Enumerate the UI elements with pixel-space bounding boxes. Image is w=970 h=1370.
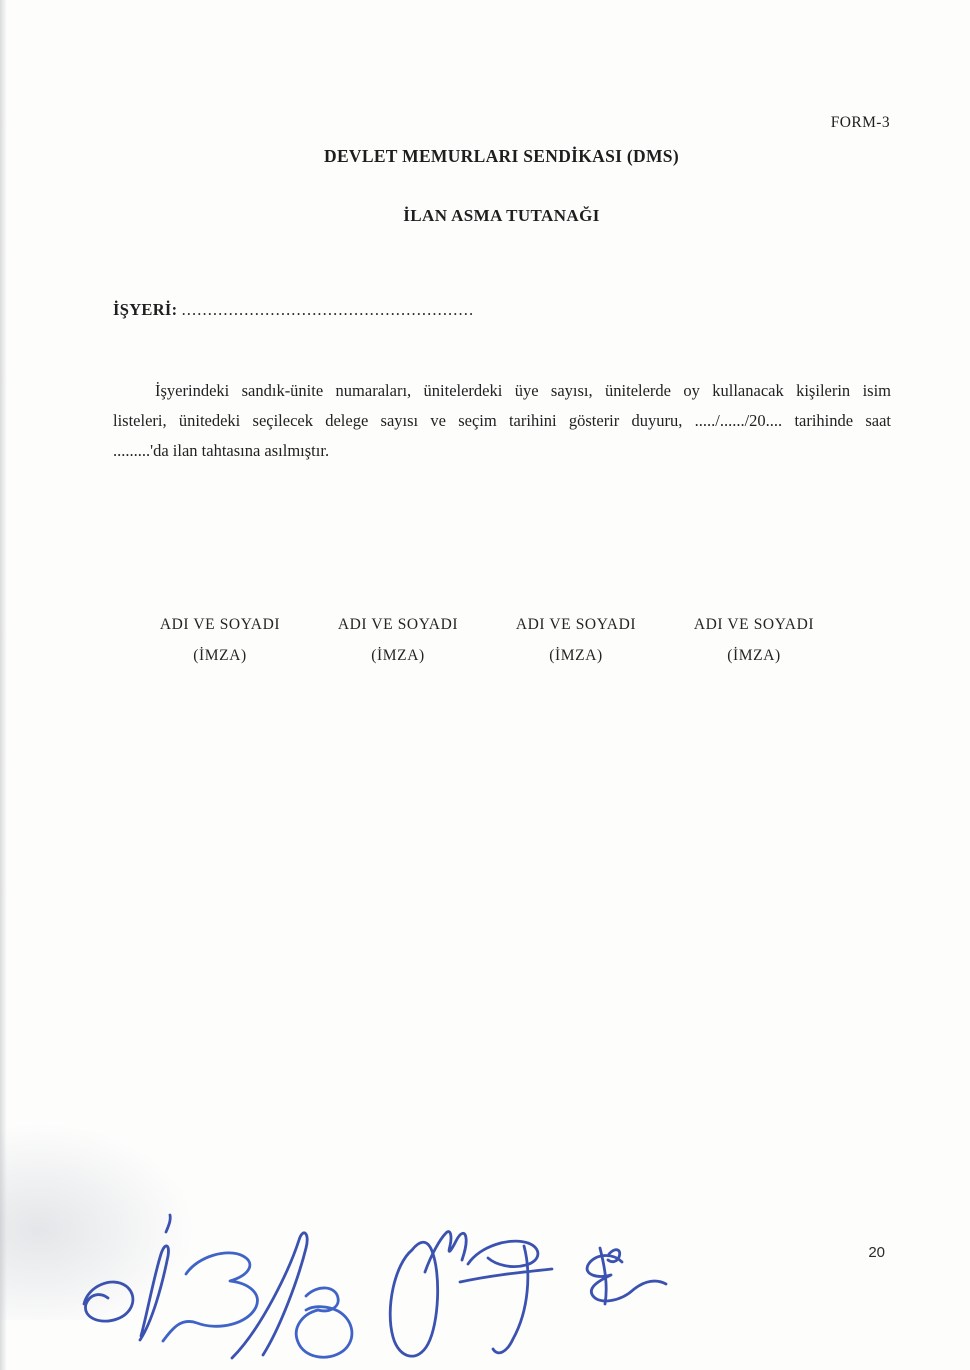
signature-name-label: ADI VE SOYADI bbox=[693, 616, 815, 633]
paragraph-line: .........'da ilan tahtasına asılmıştır. bbox=[113, 441, 330, 460]
signature-stroke bbox=[493, 1246, 528, 1353]
document-subtitle: İLAN ASMA TUTANAĞI bbox=[403, 206, 600, 225]
document-title: DEVLET MEMURLARI SENDİKASI (DMS) bbox=[324, 146, 679, 166]
paragraph-line: listeleri, ünitedeki seçilecek delege sayısı ve seçim tarihini gösterir duyuru, ...../....../20.... tarihinde saat bbox=[113, 411, 891, 430]
signature-name-label: ADI VE SOYADI bbox=[337, 616, 459, 633]
signature-column bbox=[145, 616, 295, 665]
workplace-label: İŞYERİ: bbox=[113, 300, 178, 319]
title-block bbox=[113, 146, 890, 226]
signature-stroke bbox=[296, 1288, 352, 1357]
body-paragraph bbox=[113, 376, 891, 466]
signature-name-label: ADI VE SOYADI bbox=[159, 616, 281, 633]
signature-column bbox=[323, 616, 473, 665]
signature-imza-label: (İMZA) bbox=[371, 647, 425, 664]
signature-stroke bbox=[140, 1246, 168, 1340]
signature-stroke bbox=[587, 1256, 666, 1301]
handwritten-signatures bbox=[60, 1210, 720, 1370]
paragraph-line: İşyerindeki sandık-ünite numaraları, ünitelerdeki üye sayısı, ünitelerde oy kullanacak kişilerin isim bbox=[155, 381, 891, 400]
workplace-fill-in-dots: ........................................................ bbox=[181, 300, 475, 319]
signature-stroke bbox=[163, 1253, 257, 1341]
page-number: 20 bbox=[868, 1244, 885, 1261]
signature-imza-label: (İMZA) bbox=[727, 647, 781, 664]
signature-column bbox=[679, 616, 829, 665]
signature-imza-label: (İMZA) bbox=[549, 647, 603, 664]
signature-imza-label: (İMZA) bbox=[193, 647, 247, 664]
signature-stroke bbox=[166, 1215, 170, 1232]
signature-name-label: ADI VE SOYADI bbox=[515, 616, 637, 633]
workplace-line bbox=[113, 300, 474, 320]
signature-column bbox=[501, 616, 651, 665]
signature-stroke bbox=[460, 1269, 552, 1282]
form-code: FORM-3 bbox=[830, 114, 890, 131]
signature-stroke bbox=[84, 1282, 133, 1321]
signature-header-row bbox=[145, 616, 829, 665]
